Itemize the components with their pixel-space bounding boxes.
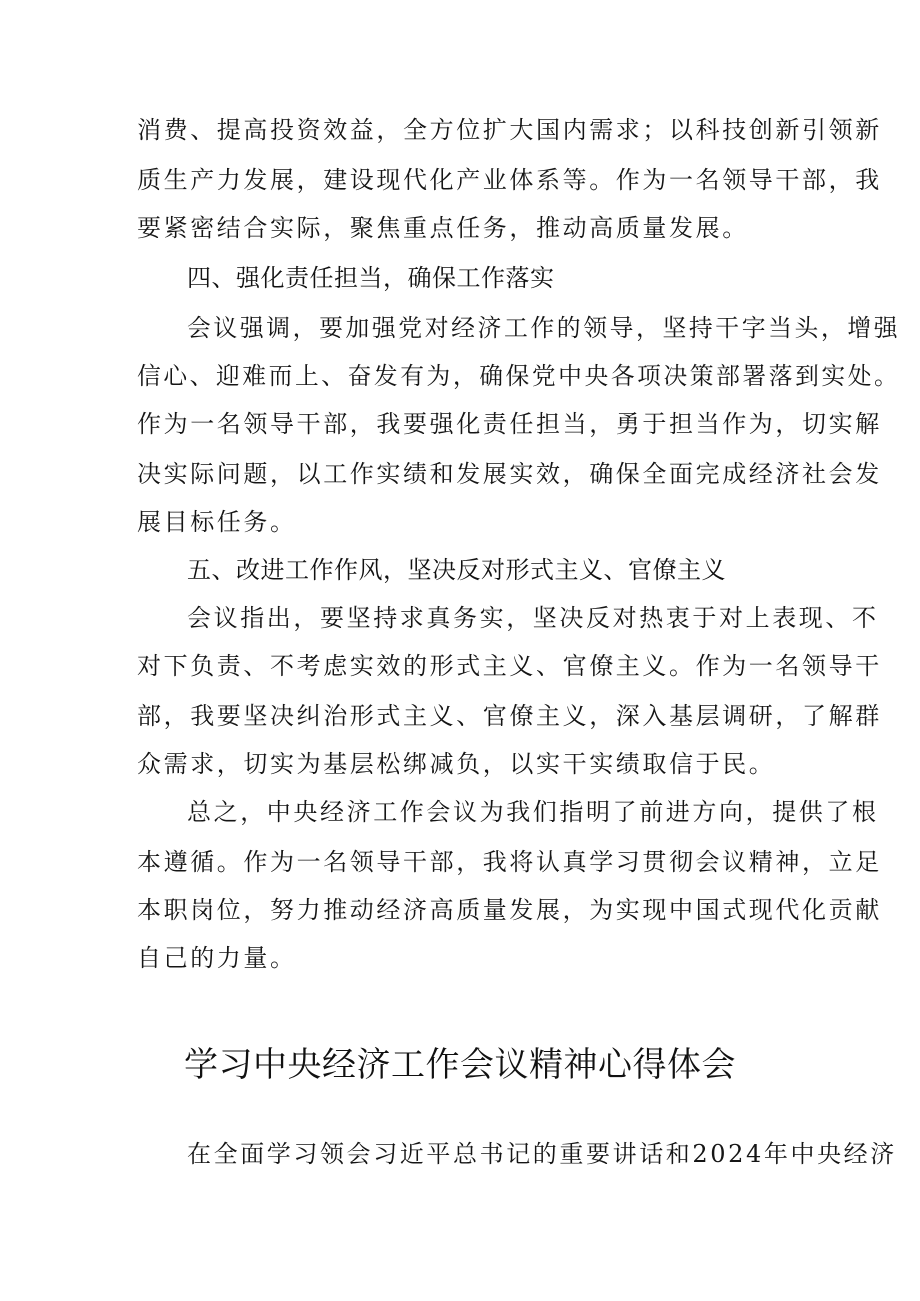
article-title: 学习中央经济工作会议精神心得体会 bbox=[184, 1045, 736, 1085]
body-text-line: 总之，中央经济工作会议为我们指明了前进方向，提供了根 bbox=[187, 798, 879, 826]
body-text-line: 会议指出，要坚持求真务实，坚决反对热衷于对上表现、不 bbox=[187, 604, 879, 632]
body-text-line: 在全面学习领会习近平总书记的重要讲话和2024年中央经济 bbox=[187, 1140, 897, 1168]
body-text-line: 作为一名领导干部，我要强化责任担当，勇于担当作为，切实解 bbox=[137, 410, 882, 438]
body-text-line: 要紧密结合实际，聚焦重点任务，推动高质量发展。 bbox=[137, 214, 749, 242]
body-text-line: 本遵循。作为一名领导干部，我将认真学习贯彻会议精神，立足 bbox=[137, 848, 882, 876]
body-text-line: 会议强调，要加强党对经济工作的领导，坚持干字当头，增强 bbox=[187, 314, 901, 342]
body-text-line: 众需求，切实为基层松绑减负，以实干实绩取信于民。 bbox=[137, 750, 776, 778]
body-text-line: 质生产力发展，建设现代化产业体系等。作为一名领导干部，我 bbox=[137, 166, 882, 194]
body-text-line: 对下负责、不考虑实效的形式主义、官僚主义。作为一名领导干 bbox=[137, 652, 882, 680]
section-heading-5: 五、改进工作作风，坚决反对形式主义、官僚主义 bbox=[187, 556, 726, 584]
body-text-line: 决实际问题，以工作实绩和发展实效，确保全面完成经济社会发 bbox=[137, 460, 882, 488]
body-text-line: 展目标任务。 bbox=[137, 508, 297, 536]
body-text-line: 自己的力量。 bbox=[137, 944, 297, 972]
section-heading-4: 四、强化责任担当，确保工作落实 bbox=[187, 264, 555, 292]
body-text-line: 信心、迎难而上、奋发有为，确保党中央各项决策部署落到实处。 bbox=[137, 362, 901, 390]
body-text-line: 本职岗位，努力推动经济高质量发展，为实现中国式现代化贡献 bbox=[137, 896, 882, 924]
body-text-line: 消费、提高投资效益，全方位扩大国内需求；以科技创新引领新 bbox=[137, 116, 882, 144]
body-text-line: 部，我要坚决纠治形式主义、官僚主义，深入基层调研，了解群 bbox=[137, 702, 882, 730]
